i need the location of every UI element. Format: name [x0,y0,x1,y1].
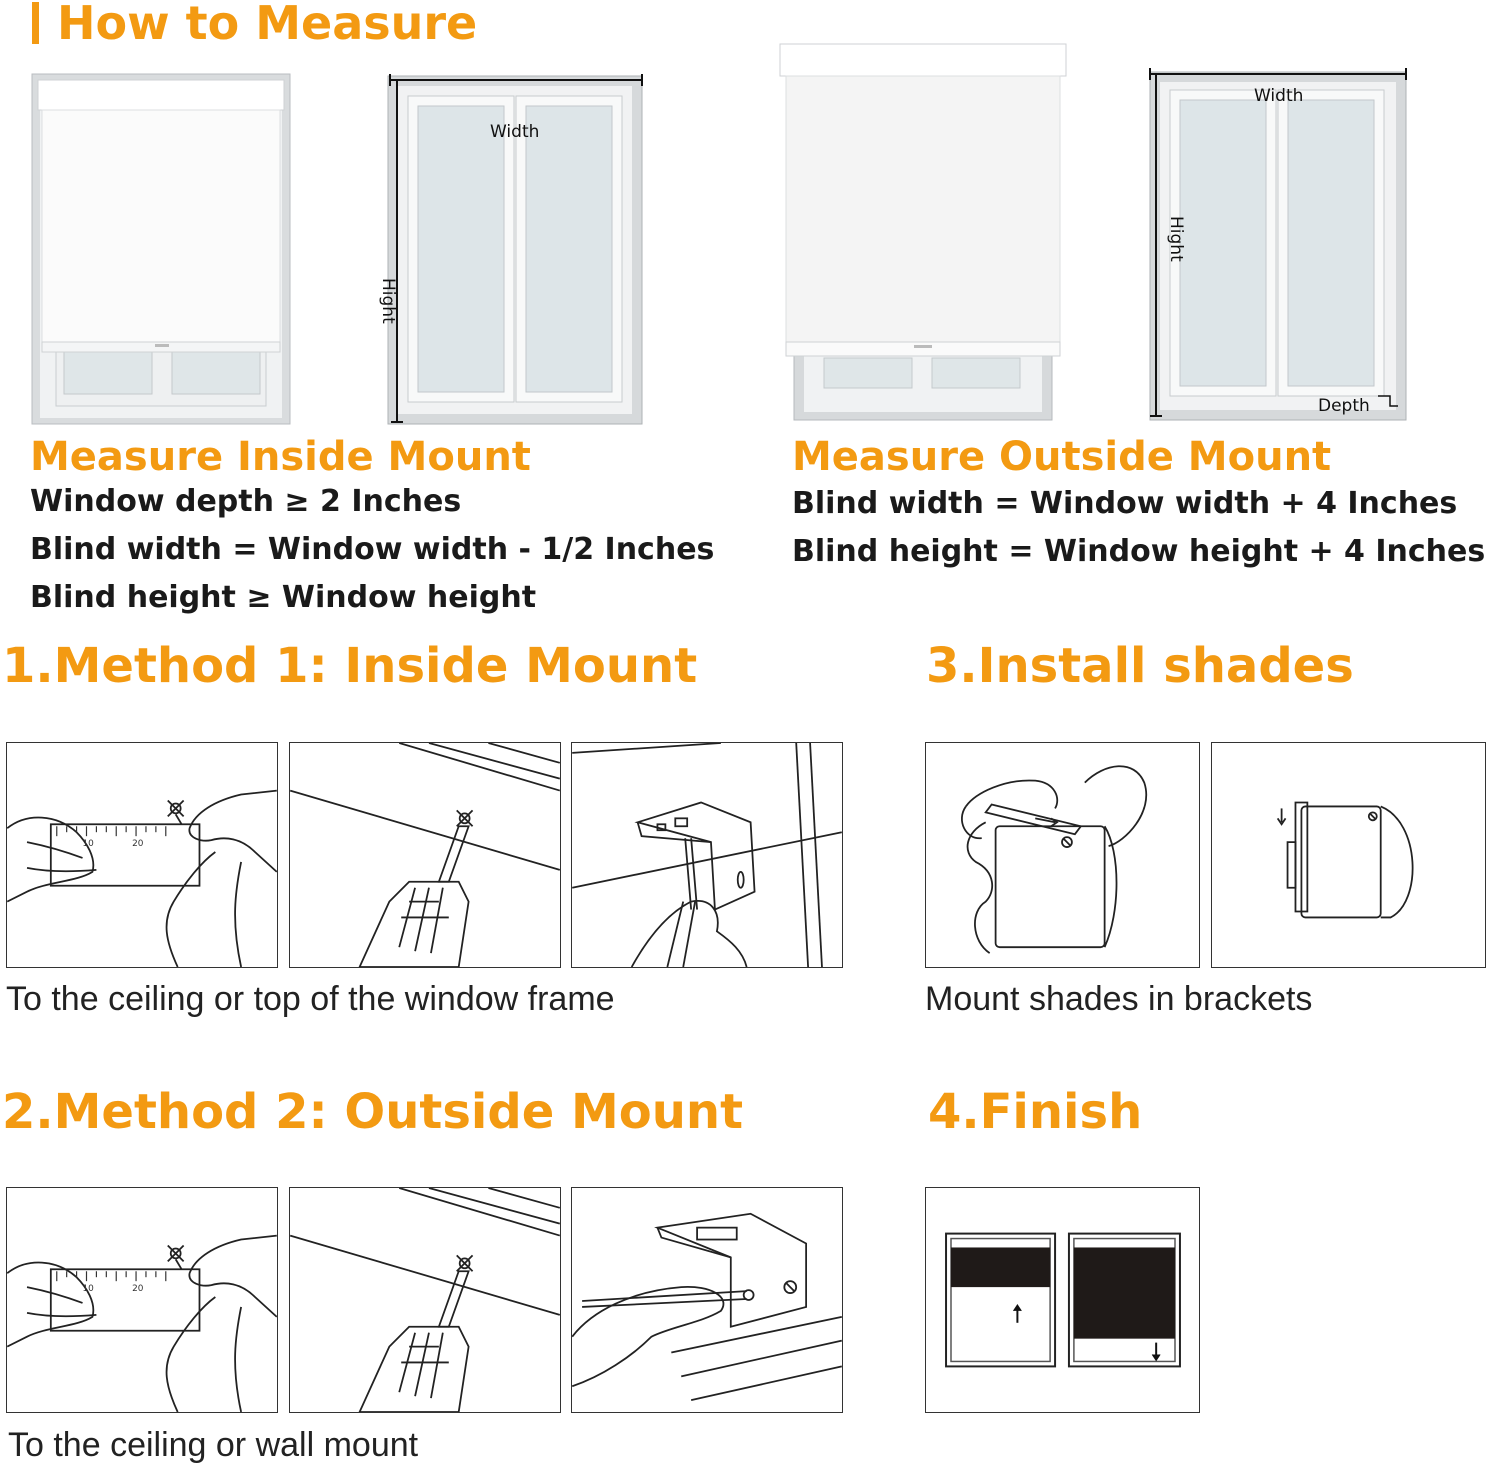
outside-mount-line-2: Blind height = Window height + 4 Inches [792,534,1486,569]
method2-measure-panel [6,1187,278,1413]
method1-ruler-tick-10: 10 [82,839,94,850]
inside-width-label: Width [490,122,540,142]
install-heading: 3.Install shades [926,638,1354,694]
inside-mount-line-2: Blind width = Window width - 1/2 Inches [30,532,715,567]
method2-caption: To the ceiling or wall mount [8,1426,419,1464]
title-accent-bar [32,2,39,44]
method1-heading: 1.Method 1: Inside Mount [2,638,698,694]
outside-height-label: Hight [1166,216,1186,262]
method1-drill-panel [289,742,561,968]
inside-mount-blind-image [30,72,292,426]
page-title-text: How to Measure [57,0,478,50]
outside-width-label: Width [1254,86,1304,106]
inside-mount-line-1: Window depth ≥ 2 Inches [30,484,462,519]
method1-caption: To the ceiling or top of the window frame [6,980,615,1018]
finish-heading: 4.Finish [928,1084,1143,1140]
install-caption: Mount shades in brackets [925,980,1313,1018]
outside-mount-line-1: Blind width = Window width + 4 Inches [792,486,1458,521]
inside-height-label: Hight [378,278,398,324]
inside-mount-line-3: Blind height ≥ Window height [30,580,537,615]
inside-mount-heading: Measure Inside Mount [30,434,531,480]
method1-bracket-panel [571,742,843,968]
finish-window-partial [946,1234,1055,1367]
finish-panel [925,1187,1200,1413]
install-hands-panel [925,742,1200,968]
outside-depth-label: Depth [1318,396,1370,416]
page-title [32,0,477,50]
method2-ruler-tick-20: 20 [132,1284,144,1295]
finish-window-closed [1069,1234,1180,1367]
method1-measure-panel [6,742,278,968]
method2-bracket-panel [571,1187,843,1413]
method2-drill-panel [289,1187,561,1413]
method2-ruler-tick-10: 10 [82,1284,94,1295]
outside-mount-blind-image [778,42,1068,422]
method1-ruler-tick-20: 20 [132,839,144,850]
outside-mount-heading: Measure Outside Mount [792,434,1332,480]
method2-heading: 2.Method 2: Outside Mount [2,1084,744,1140]
install-bracket-panel [1211,742,1486,968]
